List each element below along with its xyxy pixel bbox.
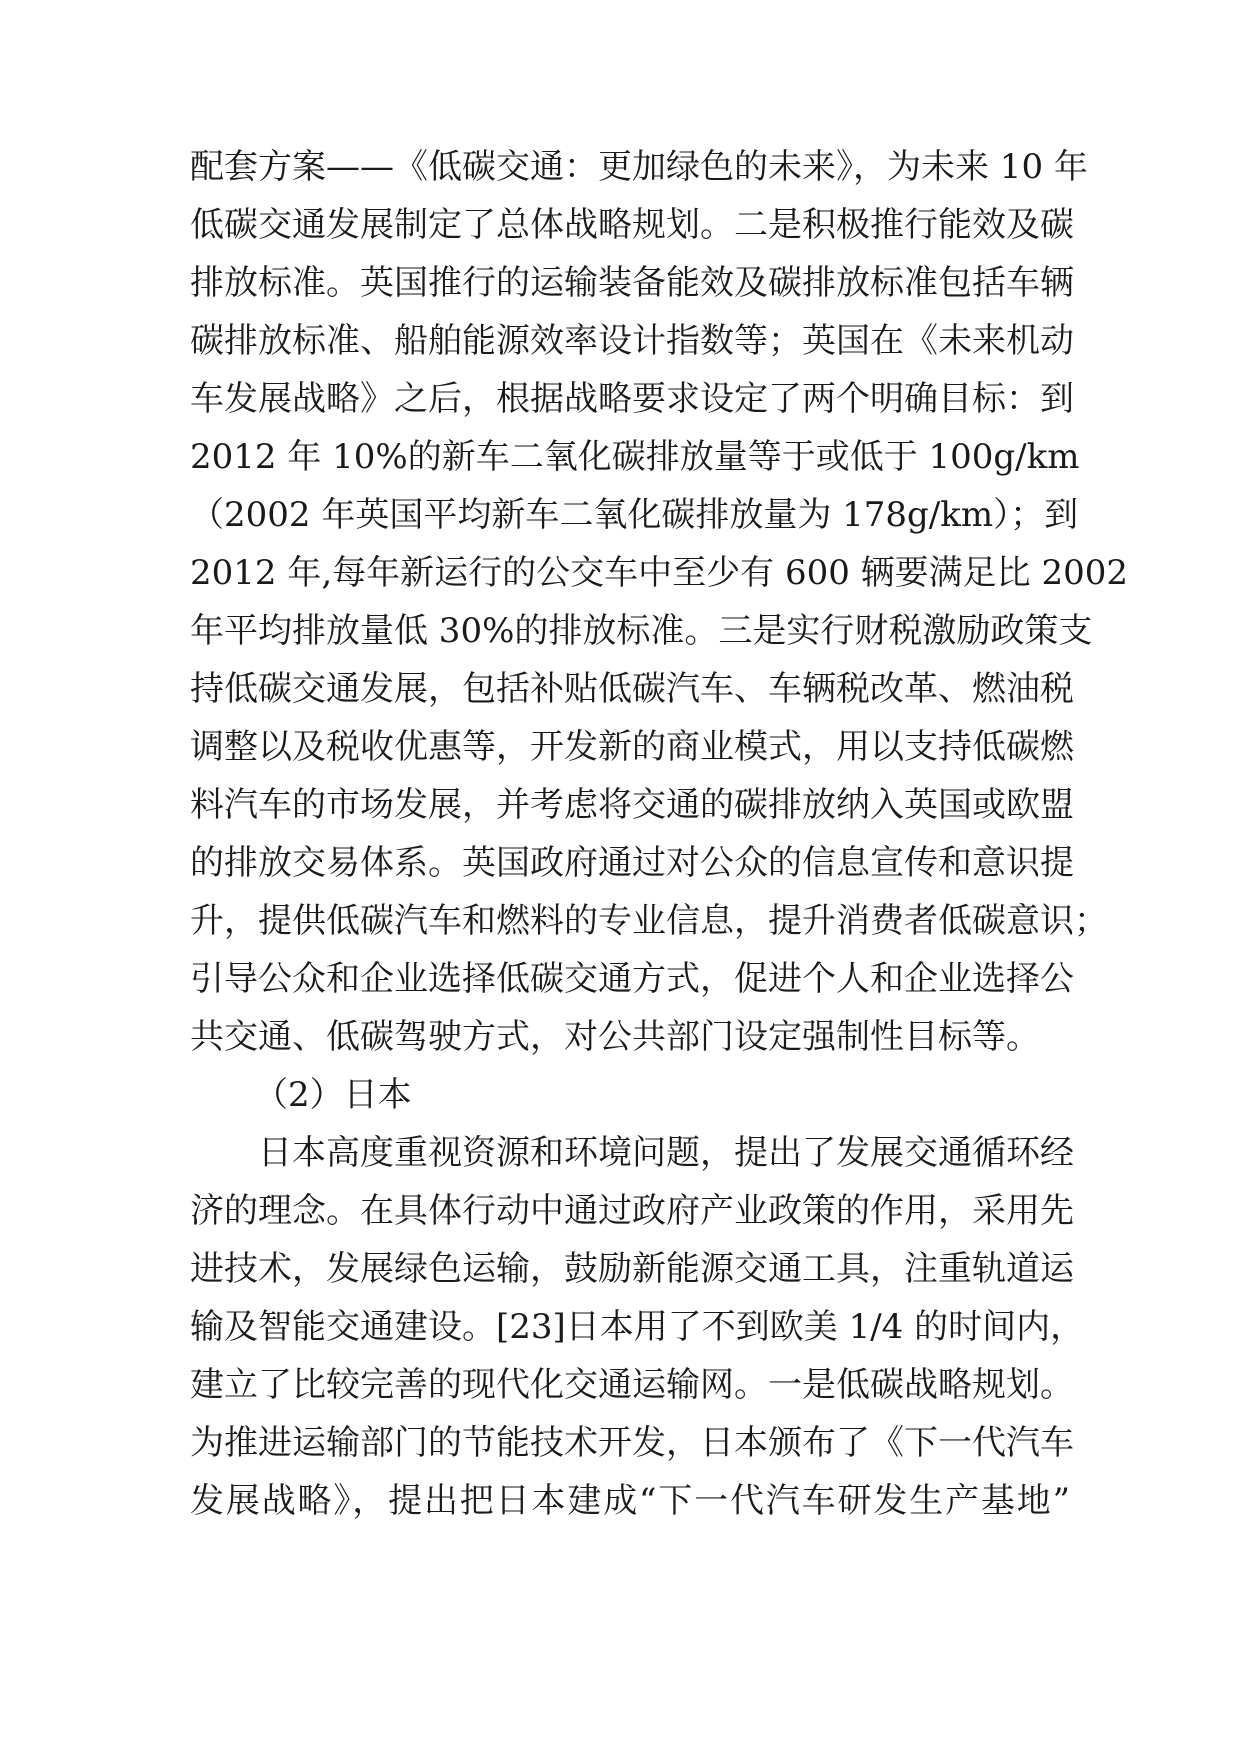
text-line: 调整以及税收优惠等，开发新的商业模式，用以支持低碳燃: [190, 727, 1074, 767]
text-line: 为推进运输部门的节能技术开发，日本颁布了《下一代汽车: [190, 1423, 1074, 1463]
text-line: 建立了比较完善的现代化交通运输网。一是低碳战略规划。: [190, 1365, 1074, 1405]
text-line: 引导公众和企业选择低碳交通方式，促进个人和企业选择公: [190, 959, 1074, 999]
text-line: 车发展战略》之后，根据战略要求设定了两个明确目标：到: [190, 379, 1074, 419]
text-line: 发展战略》，提出把日本建成“下一代汽车研发生产基地”: [190, 1481, 1070, 1521]
text-line: 2012 年,每年新运行的公交车中至少有 600 辆要满足比 2002: [190, 553, 1128, 593]
text-line: 低碳交通发展制定了总体战略规划。二是积极推行能效及碳: [190, 205, 1074, 245]
text-line: 日本高度重视资源和环境问题，提出了发展交通循环经: [258, 1133, 1074, 1173]
text-line: 进技术，发展绿色运输，鼓励新能源交通工具，注重轨道运: [190, 1249, 1074, 1289]
text-line: 2012 年 10%的新车二氧化碳排放量等于或低于 100g/km: [190, 437, 1080, 477]
text-line: 输及智能交通建设。[23]日本用了不到欧美 1/4 的时间内，: [190, 1307, 1085, 1347]
text-line: 共交通、低碳驾驶方式，对公共部门设定强制性目标等。: [190, 1017, 1040, 1057]
text-line: 料汽车的市场发展，并考虑将交通的碳排放纳入英国或欧盟: [190, 785, 1074, 825]
text-line: 持低碳交通发展，包括补贴低碳汽车、车辆税改革、燃油税: [190, 669, 1074, 709]
text-line: （2002 年英国平均新车二氧化碳排放量为 178g/km）；到: [190, 495, 1079, 535]
text-line: 年平均排放量低 30%的排放标准。三是实行财税激励政策支: [190, 611, 1093, 651]
section-heading: （2）日本: [254, 1075, 412, 1115]
text-line: 排放标准。英国推行的运输装备能效及碳排放标准包括车辆: [190, 263, 1074, 303]
text-line: 配套方案——《低碳交通：更加绿色的未来》，为未来 10 年: [190, 147, 1088, 187]
text-line: 的排放交易体系。英国政府通过对公众的信息宣传和意识提: [190, 843, 1074, 883]
text-line: 碳排放标准、船舶能源效率设计指数等；英国在《未来机动: [190, 321, 1074, 361]
text-line: 升，提供低碳汽车和燃料的专业信息，提升消费者低碳意识；: [190, 901, 1108, 941]
text-line: 济的理念。在具体行动中通过政府产业政策的作用，采用先: [190, 1191, 1074, 1231]
